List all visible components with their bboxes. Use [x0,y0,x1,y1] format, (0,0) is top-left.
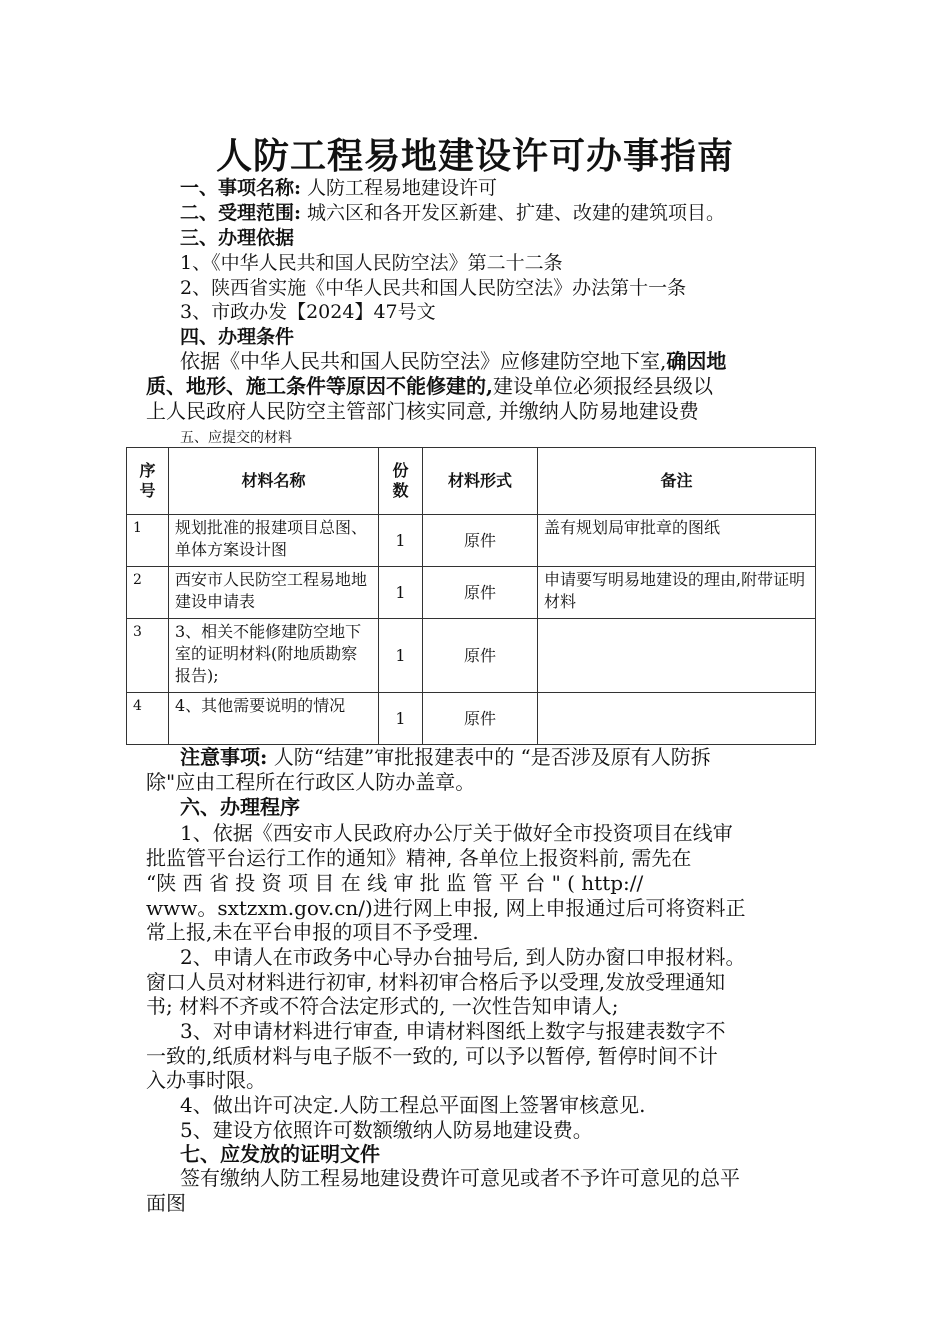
notice-line [180,745,860,769]
header-form: 材料形式 [423,448,538,515]
cell-note [538,693,816,745]
table-row [127,619,816,693]
basis-item: 2、陕西省实施《中华人民共和国人民防空法》办法第十一条 [180,277,687,299]
conditions-heading: 四、办理条件 [180,326,295,348]
cell-no: 2 [127,567,169,619]
cell-count: 1 [379,515,423,567]
table-row [127,567,816,619]
cell-form: 原件 [423,619,538,693]
materials-heading: 五、应提交的材料 [180,430,292,446]
basis-item: 3、市政办发【2024】47号文 [180,301,436,323]
procedure-line: 4、做出许可决定.人防工程总平面图上签署审核意见. [180,1093,646,1117]
procedure-line: 5、建设方依照许可数额缴纳人防易地建设费。 [180,1118,593,1142]
cell-name: 4、其他需要说明的情况 [169,693,379,745]
conditions-text: 依据《中华人民共和国人民防空法》应修建防空地下室, [180,349,667,373]
header-count: 份数 [379,448,423,515]
table-row [127,515,816,567]
cell-count: 1 [379,567,423,619]
procedure-line: 一致的,纸质材料与电子版不一致的, 可以予以暂停, 暂停时间不计 [146,1044,718,1068]
scope-line [180,201,860,225]
procedure-line: 2、申请人在市政务中心导办台抽号后, 到人防办窗口申报材料。 [180,945,746,969]
cell-form: 原件 [423,515,538,567]
notice-text: 人防“结建”审批报建表中的 “是否涉及原有人防拆 [267,745,711,769]
cell-count: 1 [379,619,423,693]
item-name-line [180,176,860,200]
conditions-line [180,349,860,373]
certificate-heading: 七、应发放的证明文件 [180,1142,380,1166]
procedure-line: 书; 材料不齐或不符合法定形式的, 一次性告知申请人; [146,994,619,1018]
procedure-line: 窗口人员对材料进行初审, 材料初审合格后予以受理,发放受理通知 [146,970,726,994]
conditions-text: 建设单位必须报经县级以 [492,374,713,398]
cell-no: 1 [127,515,169,567]
certificate-line: 签有缴纳人防工程易地建设费许可意见或者不予许可意见的总平 [180,1166,740,1190]
notice-label: 注意事项: [180,745,268,769]
procedure-line: 常上报,未在平台申报的项目不予受理. [146,920,479,944]
notice-line: 除"应由工程所在行政区人防办盖章。 [146,770,476,794]
item-name-label: 一、事项名称: [180,177,302,199]
materials-table [126,447,816,745]
cell-no: 4 [127,693,169,745]
procedure-line: www。sxtzxm.gov.cn/)进行网上申报, 网上申报通过后可将资料正 [146,896,746,920]
cell-name: 规划批准的报建项目总图、单体方案设计图 [169,515,379,567]
header-name: 材料名称 [169,448,379,515]
basis-item: 1、《中华人民共和国人民防空法》第二十二条 [180,252,563,274]
table-header-row [127,448,816,515]
procedure-line: “陕 西 省 投 资 项 目 在 线 审 批 监 管 平 台 " ( http:// [146,871,644,895]
header-note: 备注 [538,448,816,515]
conditions-line: 上人民政府人民防空主管部门核实同意, 并缴纳人防易地建设费 [146,399,699,423]
table-row [127,693,816,745]
cell-form: 原件 [423,693,538,745]
cell-count: 1 [379,693,423,745]
cell-no: 3 [127,619,169,693]
cell-name: 西安市人民防空工程易地地建设申请表 [169,567,379,619]
cell-name: 3、相关不能修建防空地下室的证明材料(附地质勘察报告); [169,619,379,693]
conditions-emphasis: 质、地形、施工条件等原因不能修建的, [146,374,493,398]
scope-label: 二、受理范围: [180,202,302,224]
header-no: 序号 [127,448,169,515]
scope-value: 城六区和各开发区新建、扩建、改建的建筑项目。 [301,202,726,224]
cell-note: 申请要写明易地建设的理由,附带证明材料 [538,567,816,619]
conditions-line [146,374,826,398]
procedure-heading: 六、办理程序 [180,795,300,819]
basis-heading: 三、办理依据 [180,227,295,249]
cell-note: 盖有规划局审批章的图纸 [538,515,816,567]
conditions-emphasis: 确因地 [666,349,727,373]
procedure-line: 3、对申请材料进行审查, 申请材料图纸上数字与报建表数字不 [180,1019,726,1043]
cell-note [538,619,816,693]
cell-form: 原件 [423,567,538,619]
procedure-line: 批监管平台运行工作的通知》精神, 各单位上报资料前, 需先在 [146,846,692,870]
item-name-value: 人防工程易地建设许可 [301,177,498,199]
certificate-line: 面图 [146,1191,186,1215]
procedure-line: 1、依据《西安市人民政府办公厅关于做好全市投资项目在线审 [180,821,733,845]
page-title: 人防工程易地建设许可办事指南 [215,135,734,177]
procedure-line: 入办事时限。 [146,1068,266,1092]
